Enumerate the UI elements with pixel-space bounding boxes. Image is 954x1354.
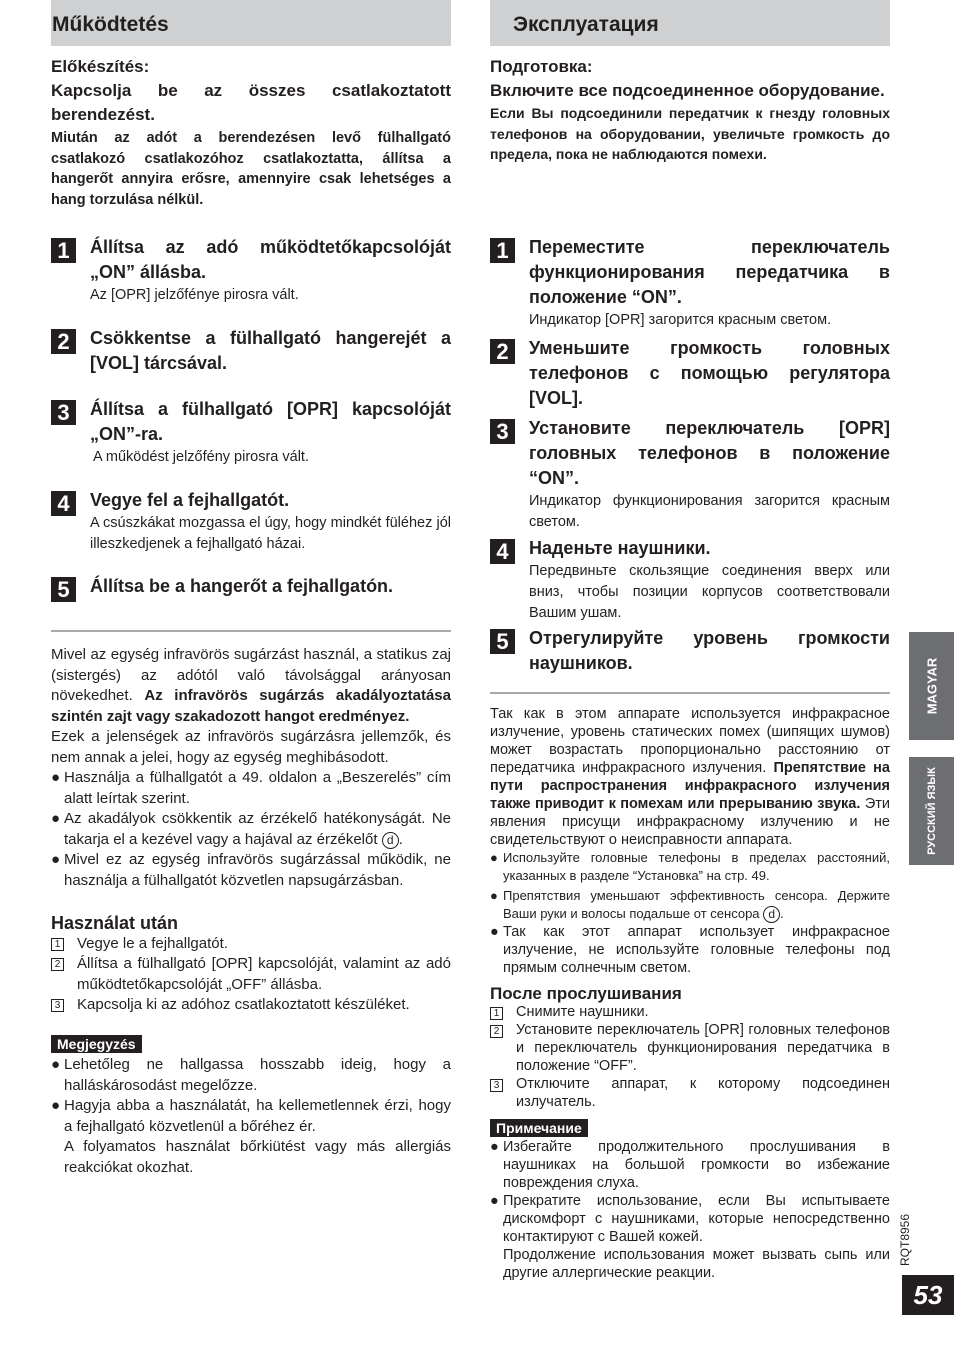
prep-label: Előkészítés:: [51, 57, 150, 76]
note-label: Megjegyzés: [51, 1035, 142, 1053]
step-1: [51, 235, 451, 306]
prep-body: Если Вы подсоединили передатчик к гнезду головных телефонов на оборудовании, увеличьте громкость до предела, пока не наблюдаются помехи.: [490, 105, 890, 162]
step-desc: Az [OPR] jelzőfénye pirosra vált.: [90, 287, 299, 303]
list-item: 3 Kapcsolja ki az adóhoz csatlakoztatott készüléket.: [51, 995, 451, 1016]
step-3: [490, 416, 890, 533]
language-tab-magyar: MAGYAR: [909, 632, 954, 740]
list-item: ● Используйте головные телефоны в пределах расстояний, указанных в разделе “Установка” на стр. 49.: [490, 850, 890, 883]
step-2: [51, 326, 451, 376]
step-desc: Индикатор функционирования загорится красным светом.: [529, 493, 890, 530]
preparation-block: [51, 55, 451, 210]
section-title: Működtetés: [52, 13, 169, 36]
list-item: ● Lehetőleg ne hallgassa hosszabb ideig, hogy a halláskárosodást megelőzze.: [51, 1056, 451, 1094]
note-label: Примечание: [490, 1119, 588, 1137]
sensor-marker: d: [763, 906, 780, 923]
section-header: [51, 0, 451, 46]
step-title: Állítsa az adó működtetőkapcsolóját „ON” állásba.: [90, 237, 451, 282]
prep-body: Miután az adót a berendezésen levő fülhallgató csatlakozó csatlakozóhoz csatlakoztatta, állítsa a hangerőt annyira erősre, amennyire csak lehetséges a hang torzulása nélkül.: [51, 130, 451, 208]
step-4: [51, 488, 451, 555]
after-use-title: Használat után: [51, 913, 179, 933]
step-5: [490, 626, 890, 676]
list-item: ● Прекратите использование, если Вы испытываете дискомфорт с наушниками, которые непосредственно контактируют с Вашей кожей.: [490, 1193, 890, 1245]
list-item: 3 Отключите аппарат, к которому подсоединен излучатель.: [490, 1075, 890, 1111]
note-extra: A folyamatos használat bőrkiütést vagy más allergiás reakciókat okozhat.: [64, 1138, 451, 1176]
language-tab-russian: РУССКИЙ ЯЗЫК: [909, 757, 954, 865]
list-item: ● Избегайте продолжительного прослушивания в наушниках на большой громкости во избежание повреждения слуха.: [490, 1139, 890, 1191]
step-number: 3: [490, 419, 515, 444]
model-code: RQT8956: [898, 1213, 912, 1266]
step-number: 5: [51, 577, 76, 602]
step-number: 3: [51, 400, 76, 425]
step-title: Уменьшите громкость головных телефонов с помощью регулятора [VOL].: [529, 338, 890, 408]
prep-title: Включите все подсоединенное оборудование.: [490, 81, 885, 100]
step-title: Állítsa be a hangerőt a fejhallgatón.: [90, 576, 394, 596]
list-item: 1 Снимите наушники.: [490, 1003, 890, 1021]
infrared-info: [490, 705, 890, 1282]
ir-text: Mivel az egység infravörös sugárzást használ, a statikus zaj (sistergés) az adótól való távolsággal arányosan növekedhet.: [51, 646, 451, 704]
page-number: 53: [902, 1275, 954, 1315]
step-desc: A működést jelzőfény pirosra vált.: [93, 449, 309, 465]
step-4: [490, 536, 890, 624]
step-number: 1: [51, 238, 76, 263]
step-title: Переместите переключатель функционирования передатчика в положение “ON”.: [529, 237, 890, 307]
list-item: 2 Установите переключатель [OPR] головных телефонов и переключатель функционирования передатчика в положение “OFF”.: [490, 1021, 890, 1075]
ir-text-tail: Эти явления присущи инфракрасному излучению и не свидетельствуют о неисправности аппарата.: [490, 796, 891, 848]
divider: [490, 692, 890, 694]
step-number: 1: [490, 238, 515, 263]
list-item: ● Hagyja abba a használatát, ha kellemetlennek érzi, hogy a fejhallgató közvetlenül a bőréhez ér.: [51, 1097, 451, 1135]
infrared-info: [51, 645, 451, 1178]
ir-text-bold: Az infravörös sugárzás akadályoztatása szintén zajt vagy szakadozott hangot eredményez.: [51, 687, 451, 725]
ir-text-bold: Препятствие на пути распространения инфракрасного излучения также приводит к помехам или прерыванию звука.: [490, 760, 890, 812]
step-title: Установите переключатель [OPR] головных телефонов в положение “ON”.: [529, 418, 890, 488]
step-desc: A csúszkákat mozgassa el úgy, hogy mindkét füléhez jól illeszkedjenek a fejhallgató házai.: [90, 515, 451, 552]
step-number: 4: [51, 491, 76, 516]
step-title: Csökkentse a fülhallgató hangerejét a [VOL] tárcsával.: [90, 328, 451, 373]
section-header: [490, 0, 890, 46]
prep-label: Подготовка:: [490, 57, 593, 76]
step-3: [51, 397, 451, 468]
sensor-marker: d: [382, 832, 399, 849]
step-1: [490, 235, 890, 331]
step-title: Vegye fel a fejhallgatót.: [90, 490, 290, 510]
note-extra: Продолжение использования может вызвать сыпь или другие аллергические реакции.: [503, 1247, 890, 1281]
section-title: Эксплуатация: [513, 13, 659, 36]
step-number: 5: [490, 629, 515, 654]
ir-text: Так как в этом аппарате используется инфракрасное излучение, уровень статических помех (шипящих шумов) может возрастать пропорционально расстоянию от передатчика инфракрасного излучения.: [490, 706, 890, 776]
ir-text-2: Ezek a jelenségek az infravörös sugárzásra jellemzők, és nem annak a jelei, hogy az egység meghibásodott.: [51, 728, 451, 766]
preparation-block: [490, 55, 890, 165]
step-title: Наденьте наушники.: [529, 538, 711, 558]
divider: [51, 630, 451, 632]
step-2: [490, 336, 890, 411]
step-title: Állítsa a fülhallgató [OPR] kapcsolóját „ON”-ra.: [90, 399, 451, 444]
step-number: 2: [490, 339, 515, 364]
hungarian-column: [51, 0, 451, 1176]
list-item: 2 Állítsa a fülhallgató [OPR] kapcsolóját, valamint az adó működtetőkapcsolóját „OFF” állásba.: [51, 954, 451, 995]
step-number: 2: [51, 329, 76, 354]
list-item: ● Препятствия уменьшают эффективность сенсора. Держите Ваши руки и волосы подальше от сенсора d .: [490, 888, 890, 921]
step-desc: Передвиньте скользящие соединения вверх или вниз, чтобы позиции корпусов соответствовали Вашим ушам.: [529, 563, 890, 621]
list-item: ● Használja a fülhallgatót a 49. oldalon a „Beszerelés” cím alatt leírtak szerint.: [51, 769, 451, 807]
list-item: ● Mivel ez az egység infravörös sugárzással működik, ne használja a fülhallgatót közvetlen napsugárzásban.: [51, 851, 451, 889]
step-title: Отрегулируйте уровень громкости наушников.: [529, 628, 890, 673]
list-item: ● Az akadályok csökkentik az érzékelő hatékonyságát. Ne takarja el a kezével vagy a hajával az érzékelőt d .: [51, 810, 451, 848]
list-item: 1 Vegye le a fejhallgatót.: [51, 934, 451, 955]
after-use-title: После прослушивания: [490, 984, 682, 1003]
step-number: 4: [490, 539, 515, 564]
prep-title: Kapcsolja be az összes csatlakoztatott berendezést.: [51, 81, 451, 124]
step-desc: Индикатор [OPR] загорится красным светом.: [529, 312, 832, 328]
russian-column: [490, 0, 891, 1281]
step-5: [51, 574, 451, 602]
list-item: ● Так как этот аппарат использует инфракрасное излучение, не используйте головные телефоны под прямым солнечным светом.: [490, 924, 890, 976]
